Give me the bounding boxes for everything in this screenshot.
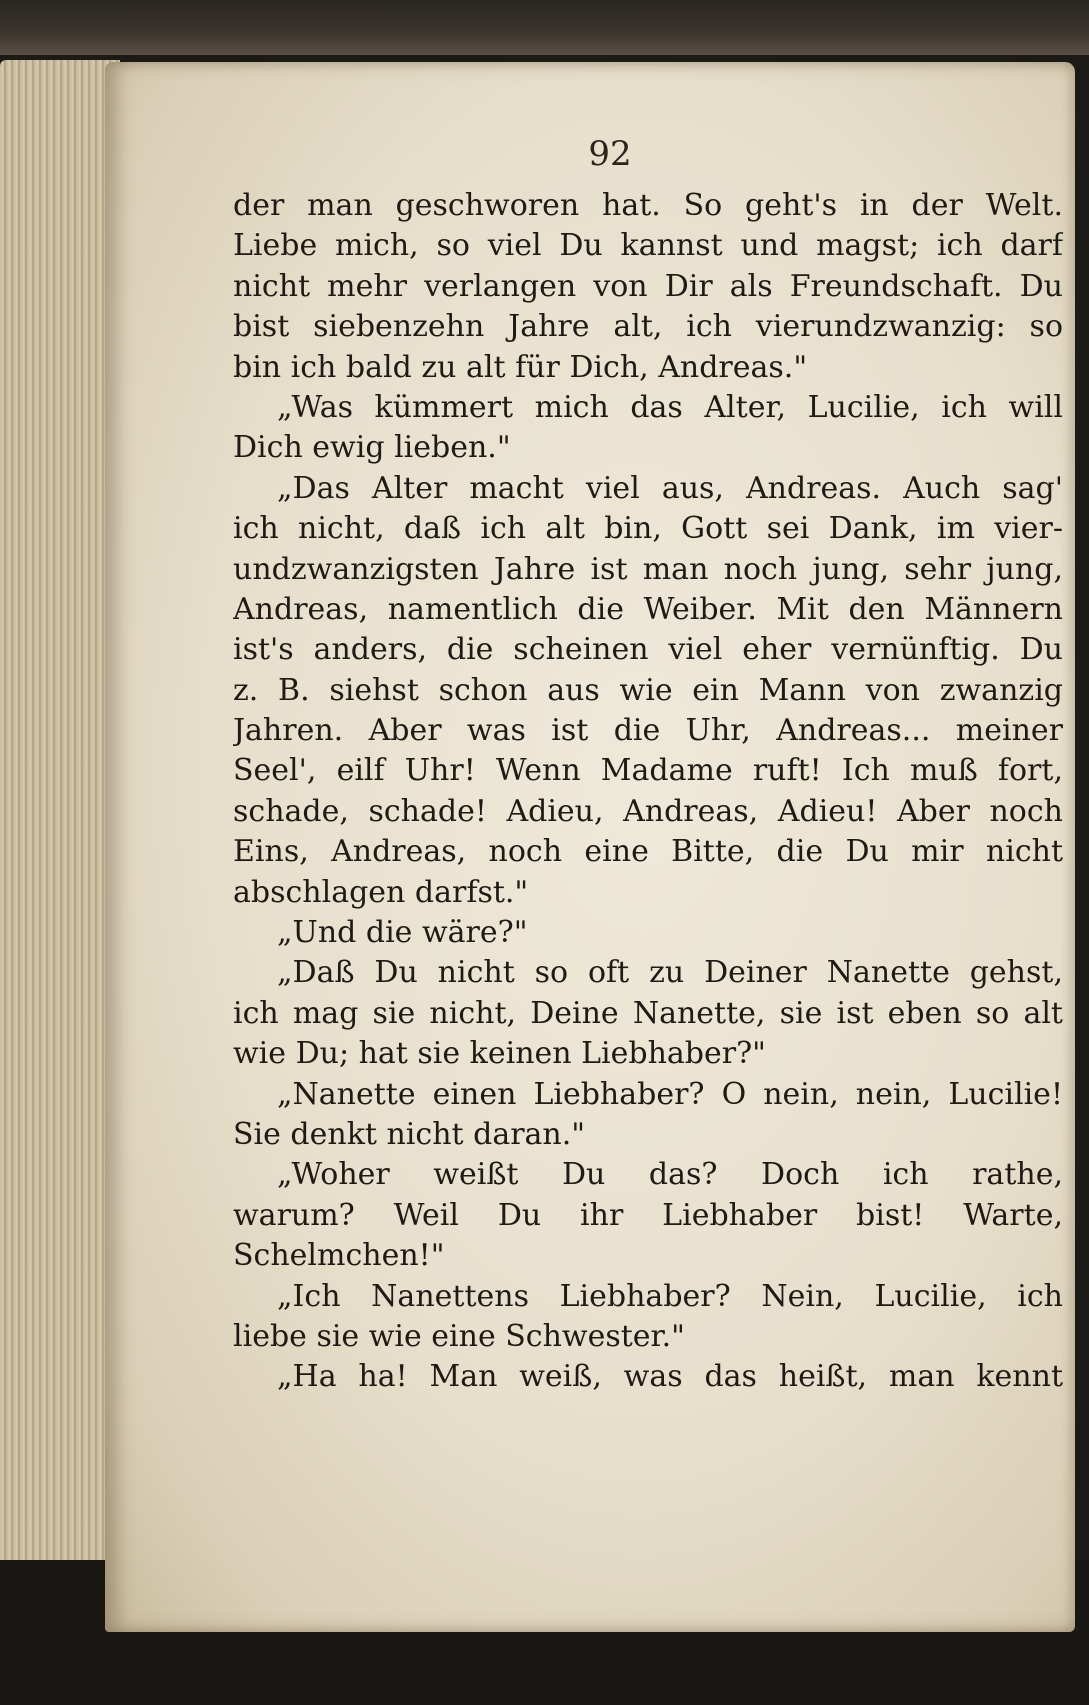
text-line: wie Du; hat sie keinen Liebhaber?" (233, 1036, 766, 1072)
text-line: Jahren. Aber was ist die Uhr, Andreas... meiner (233, 713, 1063, 749)
text-line: ich mag sie nicht, Deine Nanette, sie ist eben so alt (233, 995, 1063, 1031)
text-line: ist's anders, die scheinen viel eher vernünftig. Du (233, 632, 1063, 668)
text-line: schade, schade! Adieu, Andreas, Adieu! Aber noch (233, 793, 1063, 829)
text-line: bin ich bald zu alt für Dich, Andreas." (233, 349, 808, 385)
text-line: „Ich Nanettens Liebhaber? Nein, Lucilie, ich (277, 1278, 1063, 1314)
text-line: abschlagen darfst." (233, 874, 529, 910)
text-line: „Daß Du nicht so oft zu Deiner Nanette gehst, (277, 955, 1063, 991)
text-line: Liebe mich, so viel Du kannst und magst; ich darf (233, 228, 1063, 264)
text-line: bist siebenzehn Jahre alt, ich vierundzwanzig: so (233, 309, 1063, 345)
text-line: Schelmchen!" (233, 1238, 445, 1274)
text-line: z. B. siehst schon aus wie ein Mann von zwanzig (233, 672, 1063, 708)
text-line: „Nanette einen Liebhaber? O nein, nein, Lucilie! (277, 1076, 1063, 1112)
text-line: warum? Weil Du ihr Liebhaber bist! Warte, (233, 1197, 1063, 1233)
book-binding (0, 0, 1089, 55)
text-line: „Das Alter macht viel aus, Andreas. Auch sag' (277, 470, 1063, 506)
text-line: „Und die wäre?" (277, 915, 528, 951)
page-text (233, 186, 1063, 1398)
page-number: 92 (588, 134, 632, 174)
book-page (105, 62, 1075, 1632)
text-line: „Ha ha! Man weiß, was das heißt, man kennt (277, 1359, 1063, 1395)
text-line: „Was kümmert mich das Alter, Lucilie, ich will (277, 389, 1063, 425)
text-line: Eins, Andreas, noch eine Bitte, die Du mir nicht (233, 834, 1063, 870)
text-line: ich nicht, daß ich alt bin, Gott sei Dank, im vier- (233, 511, 1063, 547)
text-line: „Woher weißt Du das? Doch ich rathe, (277, 1157, 1063, 1193)
text-line: undzwanzigsten Jahre ist man noch jung, sehr jung, (233, 551, 1063, 587)
text-line: Seel', eilf Uhr! Wenn Madame ruft! Ich muß fort, (233, 753, 1063, 789)
text-line: liebe sie wie eine Schwester." (233, 1318, 685, 1354)
text-line: nicht mehr verlangen von Dir als Freundschaft. Du (233, 268, 1063, 304)
page-edges (0, 60, 120, 1620)
text-line: Sie denkt nicht daran." (233, 1116, 586, 1152)
text-line: Dich ewig lieben." (233, 430, 511, 466)
text-line: der man geschworen hat. So geht's in der Welt. (233, 188, 1063, 223)
text-line: Andreas, namentlich die Weiber. Mit den Männern (233, 591, 1063, 627)
